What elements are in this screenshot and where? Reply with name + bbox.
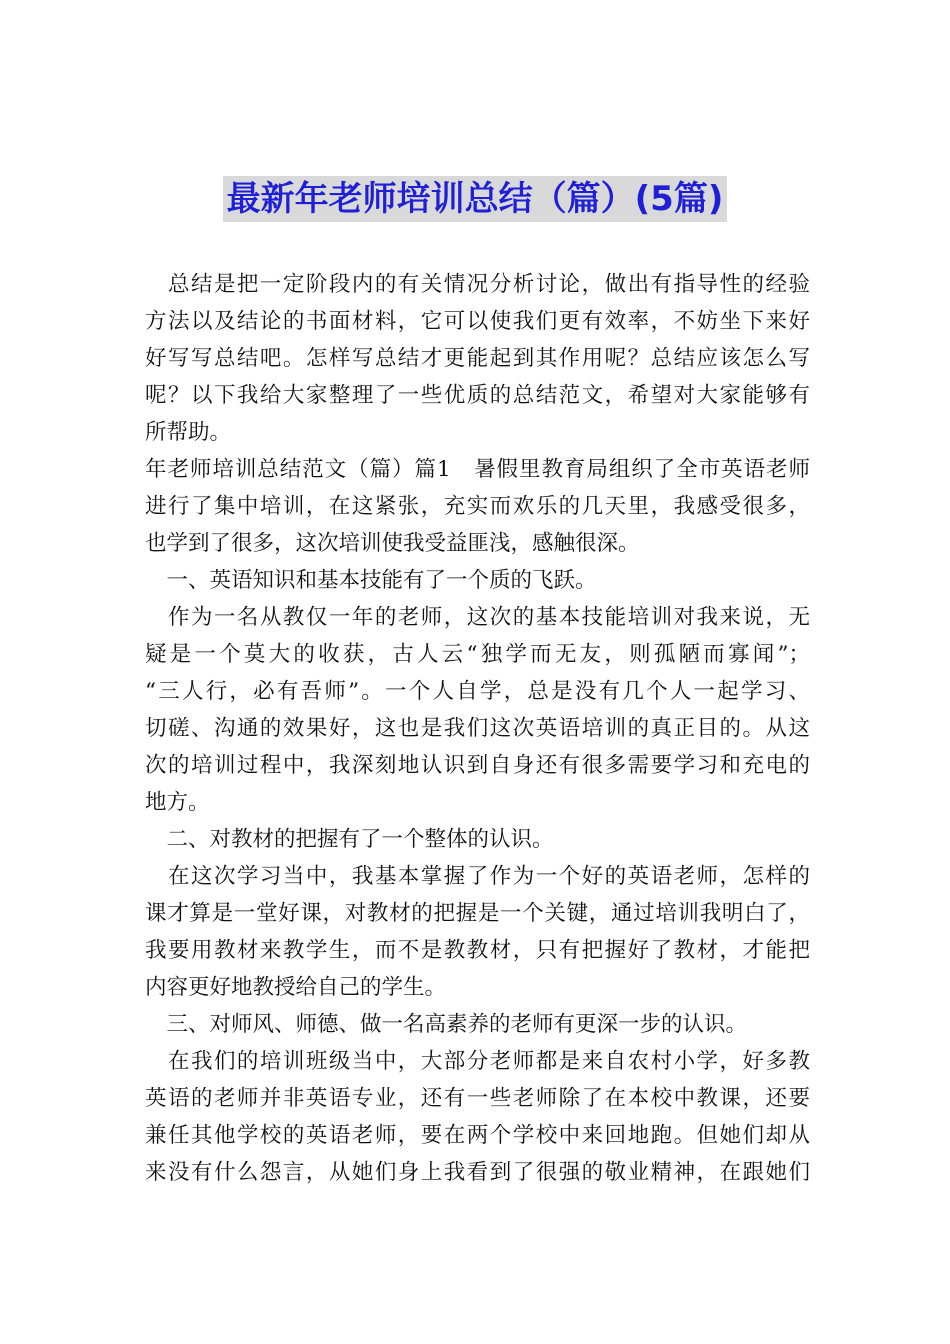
text-line: 三、对师风、师德、做一名高素养的老师有更深一步的认识。 bbox=[145, 1012, 748, 1037]
text-line: 切磋、沟通的效果好，这也是我们这次英语培训的真正目的。从这 bbox=[145, 716, 810, 741]
text-line: 总结是把一定阶段内的有关情况分析讨论，做出有指导性的经验 bbox=[145, 272, 810, 297]
text-line: 所帮助。 bbox=[145, 420, 232, 445]
text-line: 进行了集中培训，在这紧张，充实而欢乐的几天里，我感受很多， bbox=[145, 494, 810, 519]
text-line: 作为一名从教仅一年的老师，这次的基本技能培训对我来说，无 bbox=[145, 605, 810, 630]
text-line: 在我们的培训班级当中，大部分老师都是来自农村小学，好多教 bbox=[145, 1049, 810, 1074]
title-container bbox=[0, 176, 950, 222]
text-line: 呢？以下我给大家整理了一些优质的总结范文，希望对大家能够有 bbox=[145, 383, 810, 408]
text-line: 次的培训过程中，我深刻地认识到自身还有很多需要学习和充电的 bbox=[145, 753, 810, 778]
text-line: 内容更好地教授给自己的学生。 bbox=[145, 975, 447, 1000]
text-line: 地方。 bbox=[145, 790, 210, 815]
text-line: 一、英语知识和基本技能有了一个质的飞跃。 bbox=[145, 568, 597, 593]
text-line: 二、对教材的把握有了一个整体的认识。 bbox=[145, 827, 554, 852]
text-line: 方法以及结论的书面材料，它可以使我们更有效率，不妨坐下来好 bbox=[145, 309, 810, 334]
text-line: 兼任其他学校的英语老师，要在两个学校中来回地跑。但她们却从 bbox=[145, 1123, 810, 1148]
text-line: 年老师培训总结范文（篇）篇1 暑假里教育局组织了全市英语老师 bbox=[145, 457, 810, 482]
text-line: 我要用教材来教学生，而不是教教材，只有把握好了教材，才能把 bbox=[145, 938, 810, 963]
text-line: 疑是一个莫大的收获，古人云“独学而无友，则孤陋而寡闻”； bbox=[145, 642, 810, 667]
text-line: 英语的老师并非英语专业，还有一些老师除了在本校中教课，还要 bbox=[145, 1086, 810, 1111]
text-line: “三人行，必有吾师”。一个人自学，总是没有几个人一起学习、 bbox=[145, 679, 810, 704]
text-line: 在这次学习当中，我基本掌握了作为一个好的英语老师，怎样的 bbox=[145, 864, 810, 889]
text-line: 也学到了很多，这次培训使我受益匪浅，感触很深。 bbox=[145, 531, 640, 556]
document-title: 最新年老师培训总结（篇）(5篇) bbox=[223, 176, 728, 222]
text-line: 好写写总结吧。怎样写总结才更能起到其作用呢？总结应该怎么写 bbox=[145, 346, 810, 371]
document-body bbox=[145, 266, 810, 1191]
text-line: 课才算是一堂好课，对教材的把握是一个关键，通过培训我明白了， bbox=[145, 901, 810, 926]
text-line: 来没有什么怨言，从她们身上我看到了很强的敬业精神，在跟她们 bbox=[145, 1160, 810, 1185]
